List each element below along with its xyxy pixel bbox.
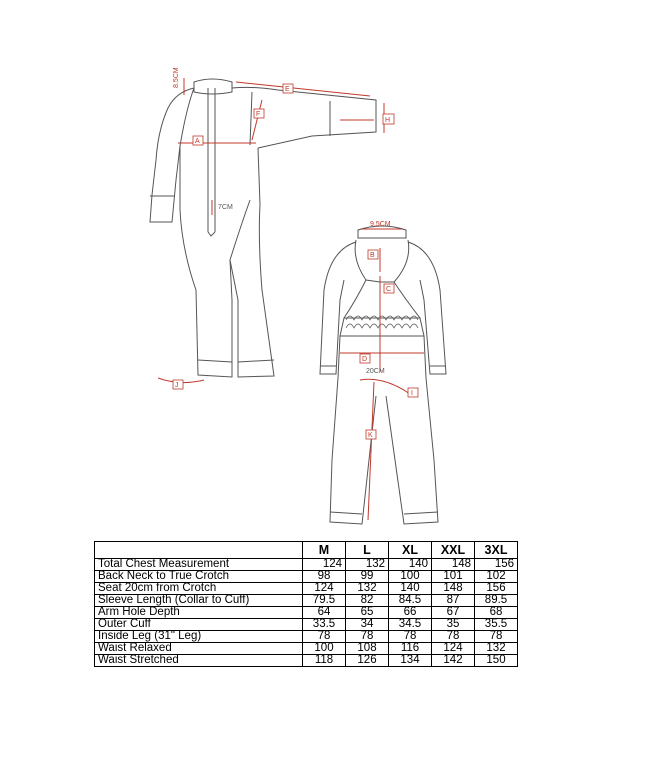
measurement-value: 148 <box>432 583 475 595</box>
measurement-value: 82 <box>346 595 389 607</box>
measurement-value: 156 <box>475 559 518 571</box>
table-row <box>95 631 518 643</box>
measurement-label: Waist Stretched <box>95 655 303 667</box>
table-row <box>95 619 518 631</box>
measurement-value: 65 <box>346 607 389 619</box>
label-inside-leg-letter: K <box>368 432 373 439</box>
measurement-value: 66 <box>389 607 432 619</box>
measurement-label: Seat 20cm from Crotch <box>95 583 303 595</box>
label-leg-cuff-letter: J <box>175 382 179 389</box>
measurement-value: 124 <box>303 559 346 571</box>
label-back-neck-letter: B <box>370 252 375 259</box>
label-cuff-letter: H <box>385 117 391 124</box>
size-header-row <box>95 542 518 559</box>
measurement-value: 68 <box>475 607 518 619</box>
measurement-value: 87 <box>432 595 475 607</box>
measurement-label: Waist Relaxed <box>95 643 303 655</box>
measurement-value: 126 <box>346 655 389 667</box>
measurement-value: 156 <box>475 583 518 595</box>
header-size: XXL <box>432 542 475 559</box>
header-size: M <box>303 542 346 559</box>
back-view-drawing <box>320 226 446 524</box>
measurement-value: 116 <box>389 643 432 655</box>
table-row <box>95 559 518 571</box>
measurement-label: Inside Leg (31" Leg) <box>95 631 303 643</box>
measurement-value: 100 <box>389 571 432 583</box>
measurement-value: 98 <box>303 571 346 583</box>
measurement-value: 64 <box>303 607 346 619</box>
measurement-value: 132 <box>346 559 389 571</box>
measurement-value: 78 <box>475 631 518 643</box>
measurement-value: 99 <box>346 571 389 583</box>
table-row <box>95 643 518 655</box>
measurement-value: 35 <box>432 619 475 631</box>
label-sleeve-letter: E <box>285 86 290 93</box>
measurement-label: Sleeve Length (Collar to Cuff) <box>95 595 303 607</box>
header-size: L <box>346 542 389 559</box>
table-row <box>95 655 518 667</box>
front-view-drawing <box>150 79 376 377</box>
measurement-value: 84.5 <box>389 595 432 607</box>
measurement-value: 140 <box>389 583 432 595</box>
front-view-labels <box>173 67 394 389</box>
measurement-value: 34.5 <box>389 619 432 631</box>
measurement-label: Total Chest Measurement <box>95 559 303 571</box>
label-chest-letter: A <box>195 138 200 145</box>
measurement-value: 140 <box>389 559 432 571</box>
measurement-label: Arm Hole Depth <box>95 607 303 619</box>
label-collar-height: 8.5CM <box>173 67 180 88</box>
measurement-value: 33.5 <box>303 619 346 631</box>
measurement-value: 124 <box>303 583 346 595</box>
measurement-value: 89.5 <box>475 595 518 607</box>
measurement-value: 124 <box>432 643 475 655</box>
label-seat-drop: 20CM <box>366 368 385 375</box>
table-row <box>95 583 518 595</box>
measurement-value: 108 <box>346 643 389 655</box>
label-seat-letter: I <box>411 390 413 397</box>
measurement-value: 142 <box>432 655 475 667</box>
measurement-value: 118 <box>303 655 346 667</box>
table-row <box>95 595 518 607</box>
measurement-value: 78 <box>303 631 346 643</box>
measurement-label: Outer Cuff <box>95 619 303 631</box>
measurement-value: 102 <box>475 571 518 583</box>
measurement-value: 150 <box>475 655 518 667</box>
measurement-value: 35.5 <box>475 619 518 631</box>
measurement-value: 132 <box>475 643 518 655</box>
label-raglan-letter: F <box>256 111 261 118</box>
measurement-value: 78 <box>389 631 432 643</box>
measurement-value: 79.5 <box>303 595 346 607</box>
size-chart-table <box>94 541 518 667</box>
measurement-value: 34 <box>346 619 389 631</box>
measurement-value: 78 <box>432 631 475 643</box>
header-size: XL <box>389 542 432 559</box>
measurement-value: 78 <box>346 631 389 643</box>
back-view-labels <box>360 221 418 439</box>
label-back-length-letter: C <box>386 286 392 293</box>
label-neck-width: 9.5CM <box>370 221 391 228</box>
table-row <box>95 571 518 583</box>
measurement-value: 134 <box>389 655 432 667</box>
label-zip-length: 7CM <box>218 204 233 211</box>
header-blank <box>95 542 303 559</box>
measurement-value: 101 <box>432 571 475 583</box>
measurement-value: 132 <box>346 583 389 595</box>
header-size: 3XL <box>475 542 518 559</box>
front-view-markers <box>158 78 384 383</box>
table-row <box>95 607 518 619</box>
label-waist-letter: D <box>362 356 368 363</box>
measurement-value: 100 <box>303 643 346 655</box>
measurement-label: Back Neck to True Crotch <box>95 571 303 583</box>
measurement-value: 148 <box>432 559 475 571</box>
measurement-value: 67 <box>432 607 475 619</box>
